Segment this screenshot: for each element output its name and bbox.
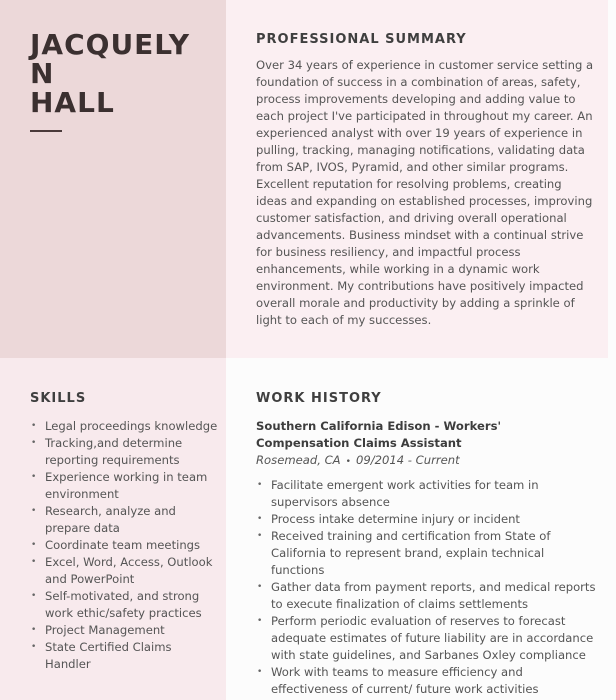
skill-item: • Tracking,and determine reporting requirements [30,435,220,469]
candidate-name [30,30,220,117]
skill-item: • State Certified Claims Handler [30,639,220,673]
work-history-heading: WORK HISTORY [256,391,382,406]
name-divider [30,130,62,132]
job-dates: 09/2014 - Current [355,453,460,467]
skill-item: • Experience working in team environment [30,469,220,503]
job-bullets [256,477,596,698]
job-bullet: • Gather data from payment reports, and medical reports to execute finalization of claims settlements [256,579,596,613]
job-location: Rosemead, CA [256,453,341,467]
job-bullet: • Work with teams to measure efficiency and effectiveness of current/ future work activities [256,664,596,698]
professional-summary-section [256,32,596,329]
skill-item: • Self-motivated, and strong work ethic/safety practices [30,588,220,622]
name-line-2: N [30,57,55,90]
skill-item: • Research, analyze and prepare data [30,503,220,537]
job-title: Southern California Edison - Workers' Compensation Claims Assistant [256,419,502,450]
job-meta [256,452,596,471]
summary-text: Over 34 years of experience in customer service setting a foundation of success in a combination of areas, safety, process improvements developing and adding value to each project I've participated in throughout my career. An experienced analyst with over 19 years of experience in pulling, tracking, managing notifications, validating data from SAP, IVOS, Pyramid, and other similar programs. Excellent reputation for resolving problems, creating ideas and expanding on established processes, improving customer satisfaction, and driving overall operational advancements. Business mindset with a continual strive for business resiliency, and impactful process enhancements, while working in a dynamic work environment. My contributions have positively impacted overall morale and productivity by adding a sprinkle of light to each of my successes. [256,58,594,327]
job-bullet: • Perform periodic evaluation of reserves to forecast adequate estimates of future liability are in accordance with state guidelines, and Sarbanes Oxley compliance [256,613,596,664]
job-bullet: • Facilitate emergent work activities for team in supervisors absence [256,477,596,511]
skill-item: • Legal proceedings knowledge [30,418,220,435]
skill-item: • Excel, Word, Access, Outlook and PowerPoint [30,554,220,588]
bullet-separator: • [345,457,351,467]
skill-item: • Project Management [30,622,220,639]
skills-heading: SKILLS [30,391,87,406]
skill-item: • Coordinate team meetings [30,537,220,554]
skills-list [30,418,220,673]
summary-heading: PROFESSIONAL SUMMARY [256,32,467,47]
job-entry [256,418,596,698]
skills-section [30,391,220,673]
job-bullet: • Process intake determine injury or incident [256,511,596,528]
name-line-1: JACQUELY [30,28,191,61]
work-history-section [256,391,596,698]
name-line-3: HALL [30,86,115,119]
job-bullet: • Received training and certification from State of California to represent brand, explain technical functions [256,528,596,579]
